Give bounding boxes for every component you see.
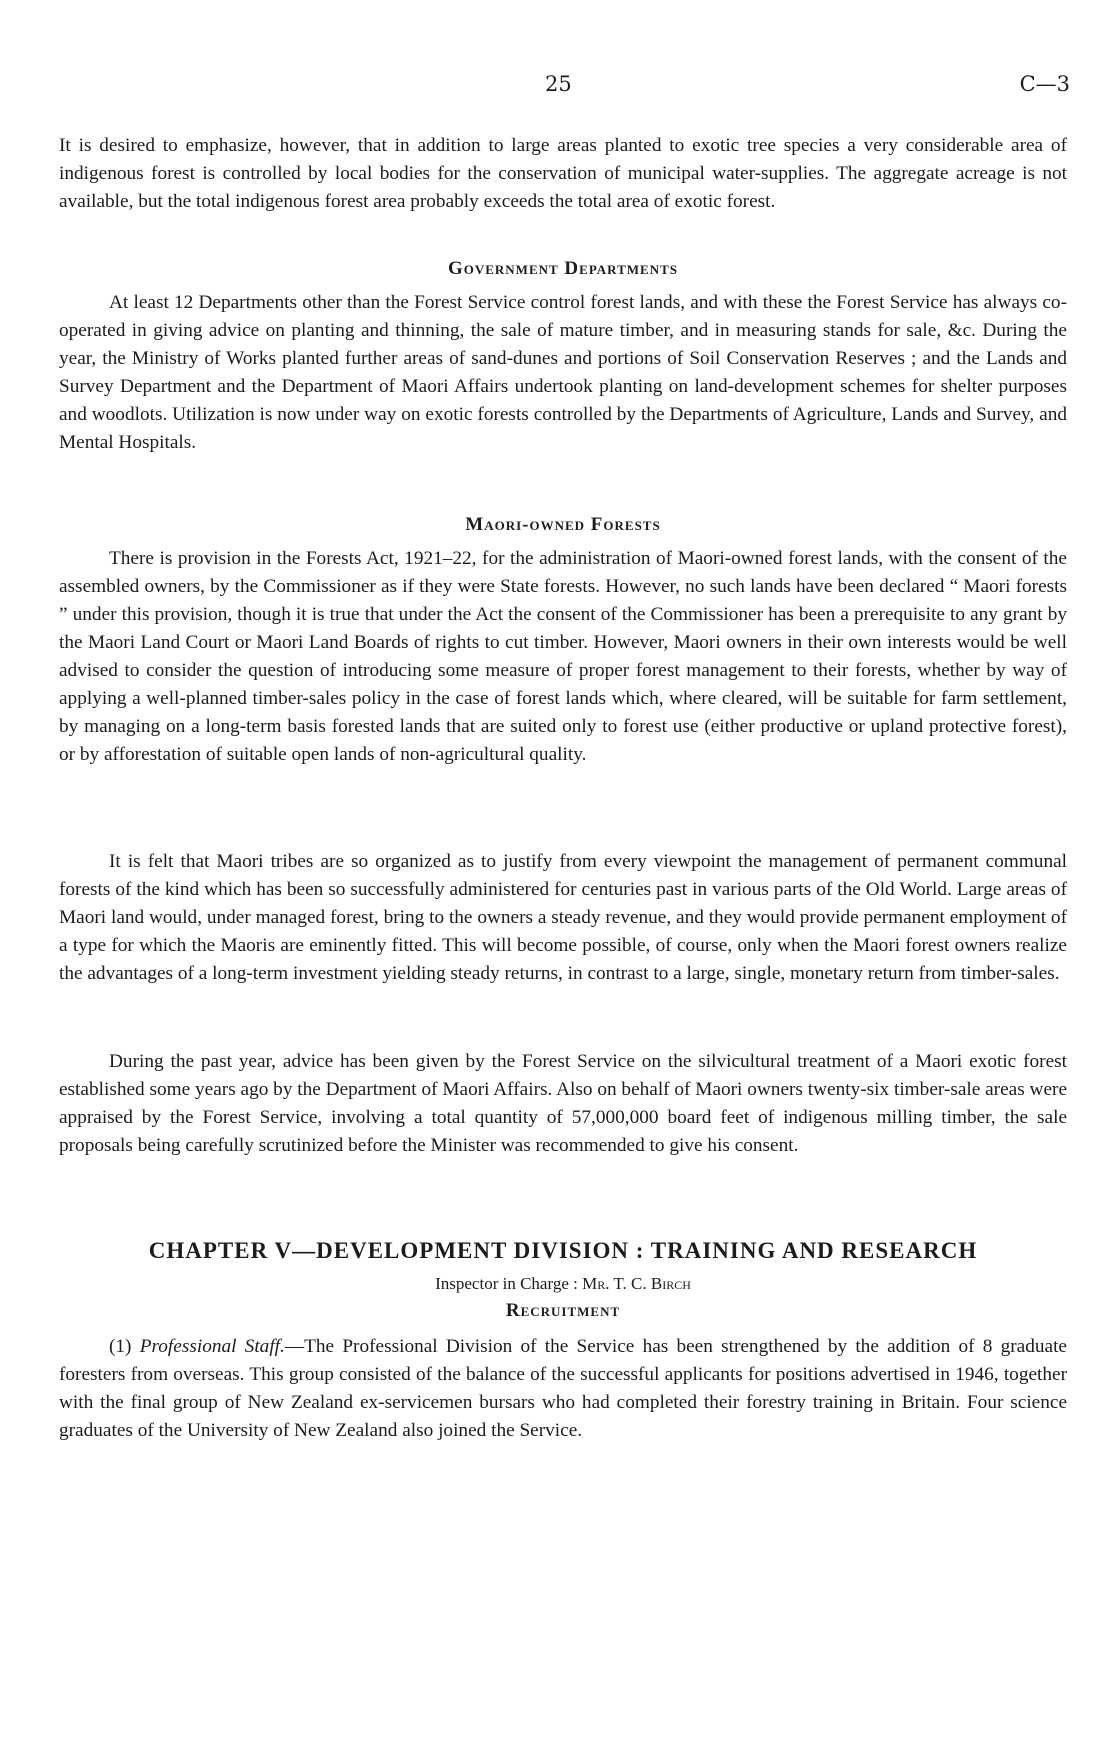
- maori-forests-paragraph-3: During the past year, advice has been given by the Forest Service on the silvicultural treatment of a Maori exotic forest established some years ago by the Department of Maori Affairs. Also on behalf of Maori owners twenty-six timber-sale areas were appraised by the Forest Service, involving a total quantity of 57,000,000 board feet of indigenous milling timber, the sale proposals being carefully scrutinized before the Minister was recommended to give his consent.: [59, 1051, 1068, 1156]
- government-departments-paragraph: At least 12 Departments other than the Forest Service control forest lands, and with these the Forest Service has always co-operated in giving advice on planting and thinning, the sale of mature timber, and in measuring stands for sale, &c. During the year, the Ministry of Works planted further areas of sand-dunes and portions of Soil Conservation Reserves ; and the Lands and Survey Department and the Department of Maori Affairs undertook planting on land-development schemes for shelter purposes and woodlots. Utilization is now under way on exotic forests controlled by the Departments of Agriculture, Lands and Survey, and Mental Hospitals.: [59, 292, 1067, 453]
- page-number: 25: [545, 72, 572, 96]
- professional-staff-text: —The Professional Division of the Service has been strengthened by the addition of 8 graduate foresters from overseas. This group consisted of the balance of the successful applicants for positions advertised in 1946, together with the final group of New Zealand ex-servicemen bursars who had completed their forestry training in Britain. Four science graduates of the University of New Zealand also joined the Service.: [59, 1336, 1067, 1441]
- section-heading-government-departments: Government Departments: [447, 258, 679, 279]
- section-heading-recruitment: Recruitment: [505, 1300, 621, 1321]
- chapter-heading: CHAPTER V—DEVELOPMENT DIVISION : TRAINING AND RESEARCH: [148, 1238, 978, 1263]
- document-reference: C—3: [1019, 72, 1070, 96]
- professional-staff-number: (1): [109, 1336, 132, 1357]
- maori-forests-paragraph-2: It is felt that Maori tribes are so organized as to justify from every viewpoint the management of permanent communal forests of the kind which has been so successfully administered for centuries past in various parts of the Old World. Large areas of Maori land would, under managed forest, bring to the owners a steady revenue, and they would provide permanent employment of a type for which the Maoris are eminently fitted. This will become possible, of course, only when the Maori forest owners realize the advantages of a long-term investment yielding steady returns, in contrast to a large, single, monetary return from timber-sales.: [59, 851, 1067, 984]
- intro-paragraph: It is desired to emphasize, however, that in addition to large areas planted to exotic tree species a very considerable area of indigenous forest is controlled by local bodies for the conservation of municipal water-supplies. The aggregate acreage is not available, but the total indigenous forest area probably exceeds the total area of exotic forest.: [59, 135, 1067, 212]
- section-heading-maori-owned-forests: Maori-owned Forests: [465, 514, 661, 535]
- page-header: [0, 72, 1114, 102]
- inspector-line: [59, 1274, 1067, 1294]
- inspector-name: Mr. T. C. Birch: [582, 1274, 691, 1293]
- professional-staff-paragraph: [59, 1333, 1067, 1445]
- inspector-label: Inspector in Charge :: [435, 1274, 578, 1293]
- maori-forests-paragraph-1: There is provision in the Forests Act, 1921–22, for the administration of Maori-owned forest lands, with the consent of the assembled owners, by the Commissioner as if they were State forests. However, no such lands have been declared “ Maori forests ” under this provision, though it is true that under the Act the consent of the Commissioner has been a prerequisite to any grant by the Maori Land Court or Maori Land Boards of rights to cut timber. However, Maori owners in their own interests would be well advised to consider the question of introducing some measure of proper forest management to their forests, whether by way of applying a well-planned timber-sales policy in the case of forest lands which, where cleared, will be suitable for farm settlement, by managing on a long-term basis forested lands that are suited only to forest use (either productive or upland protective forest), or by afforestation of suitable open lands of non-agricultural quality.: [59, 548, 1067, 765]
- professional-staff-title: Professional Staff.: [139, 1336, 285, 1357]
